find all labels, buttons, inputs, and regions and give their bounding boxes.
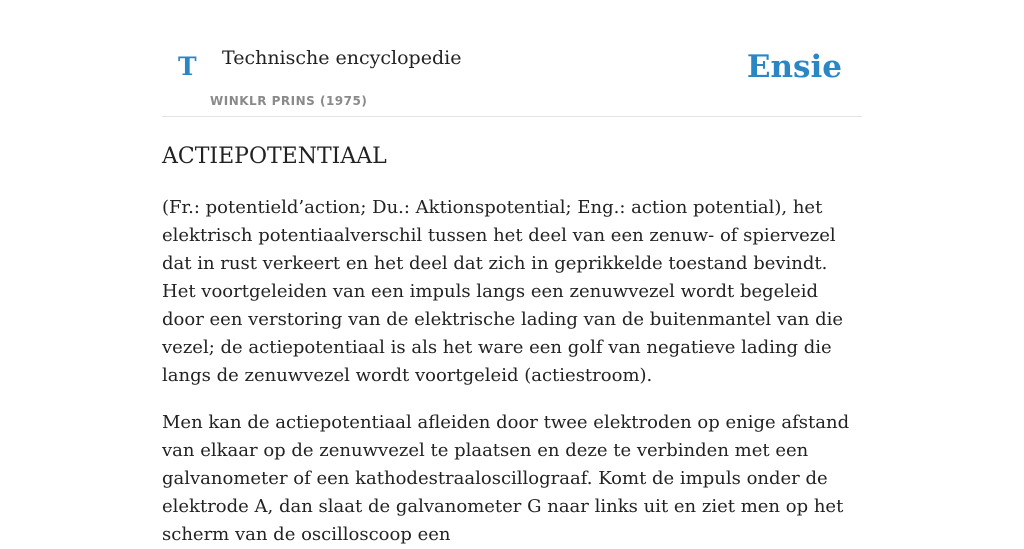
- source-subtitle: WINKLR PRINS (1975): [210, 94, 368, 108]
- article-paragraph-1: (Fr.: potentield’action; Du.: Aktionspotential; Eng.: action potential), het elektrisch potentiaalverschil tussen het deel van een zenuw- of spiervezel dat in rust verkeert en het deel dat zich in geprikkelde toestand bevindt. Het voortgeleiden van een impuls langs een zenuwvezel wordt begeleid door een verstoring van de elektrische lading van de buitenmantel van die vezel; de actiepotentiaal is als het ware een golf van negatieve lading die langs de zenuwvezel wordt voortgeleid (actiestroom).: [162, 197, 844, 387]
- article-title: ACTIEPOTENTIAAL: [162, 144, 387, 169]
- page: [162, 0, 862, 549]
- source-header: [162, 0, 862, 117]
- article-paragraph-2: Men kan de actiepotentiaal afleiden door twee elektroden op enige afstand van elkaar op de zenuwvezel te plaatsen en deze te verbinden met een galvanometer of een kathodestraaloscillograaf. Komt de impuls onder de elektrode A, dan slaat de galvanometer G naar links uit en ziet men op het scherm van de oscilloscoop een: [162, 412, 850, 546]
- source-logo[interactable]: T: [178, 52, 197, 81]
- ensie-logo-link[interactable]: Ensie: [746, 49, 842, 85]
- source-title-link[interactable]: Technische encyclopedie: [222, 47, 462, 69]
